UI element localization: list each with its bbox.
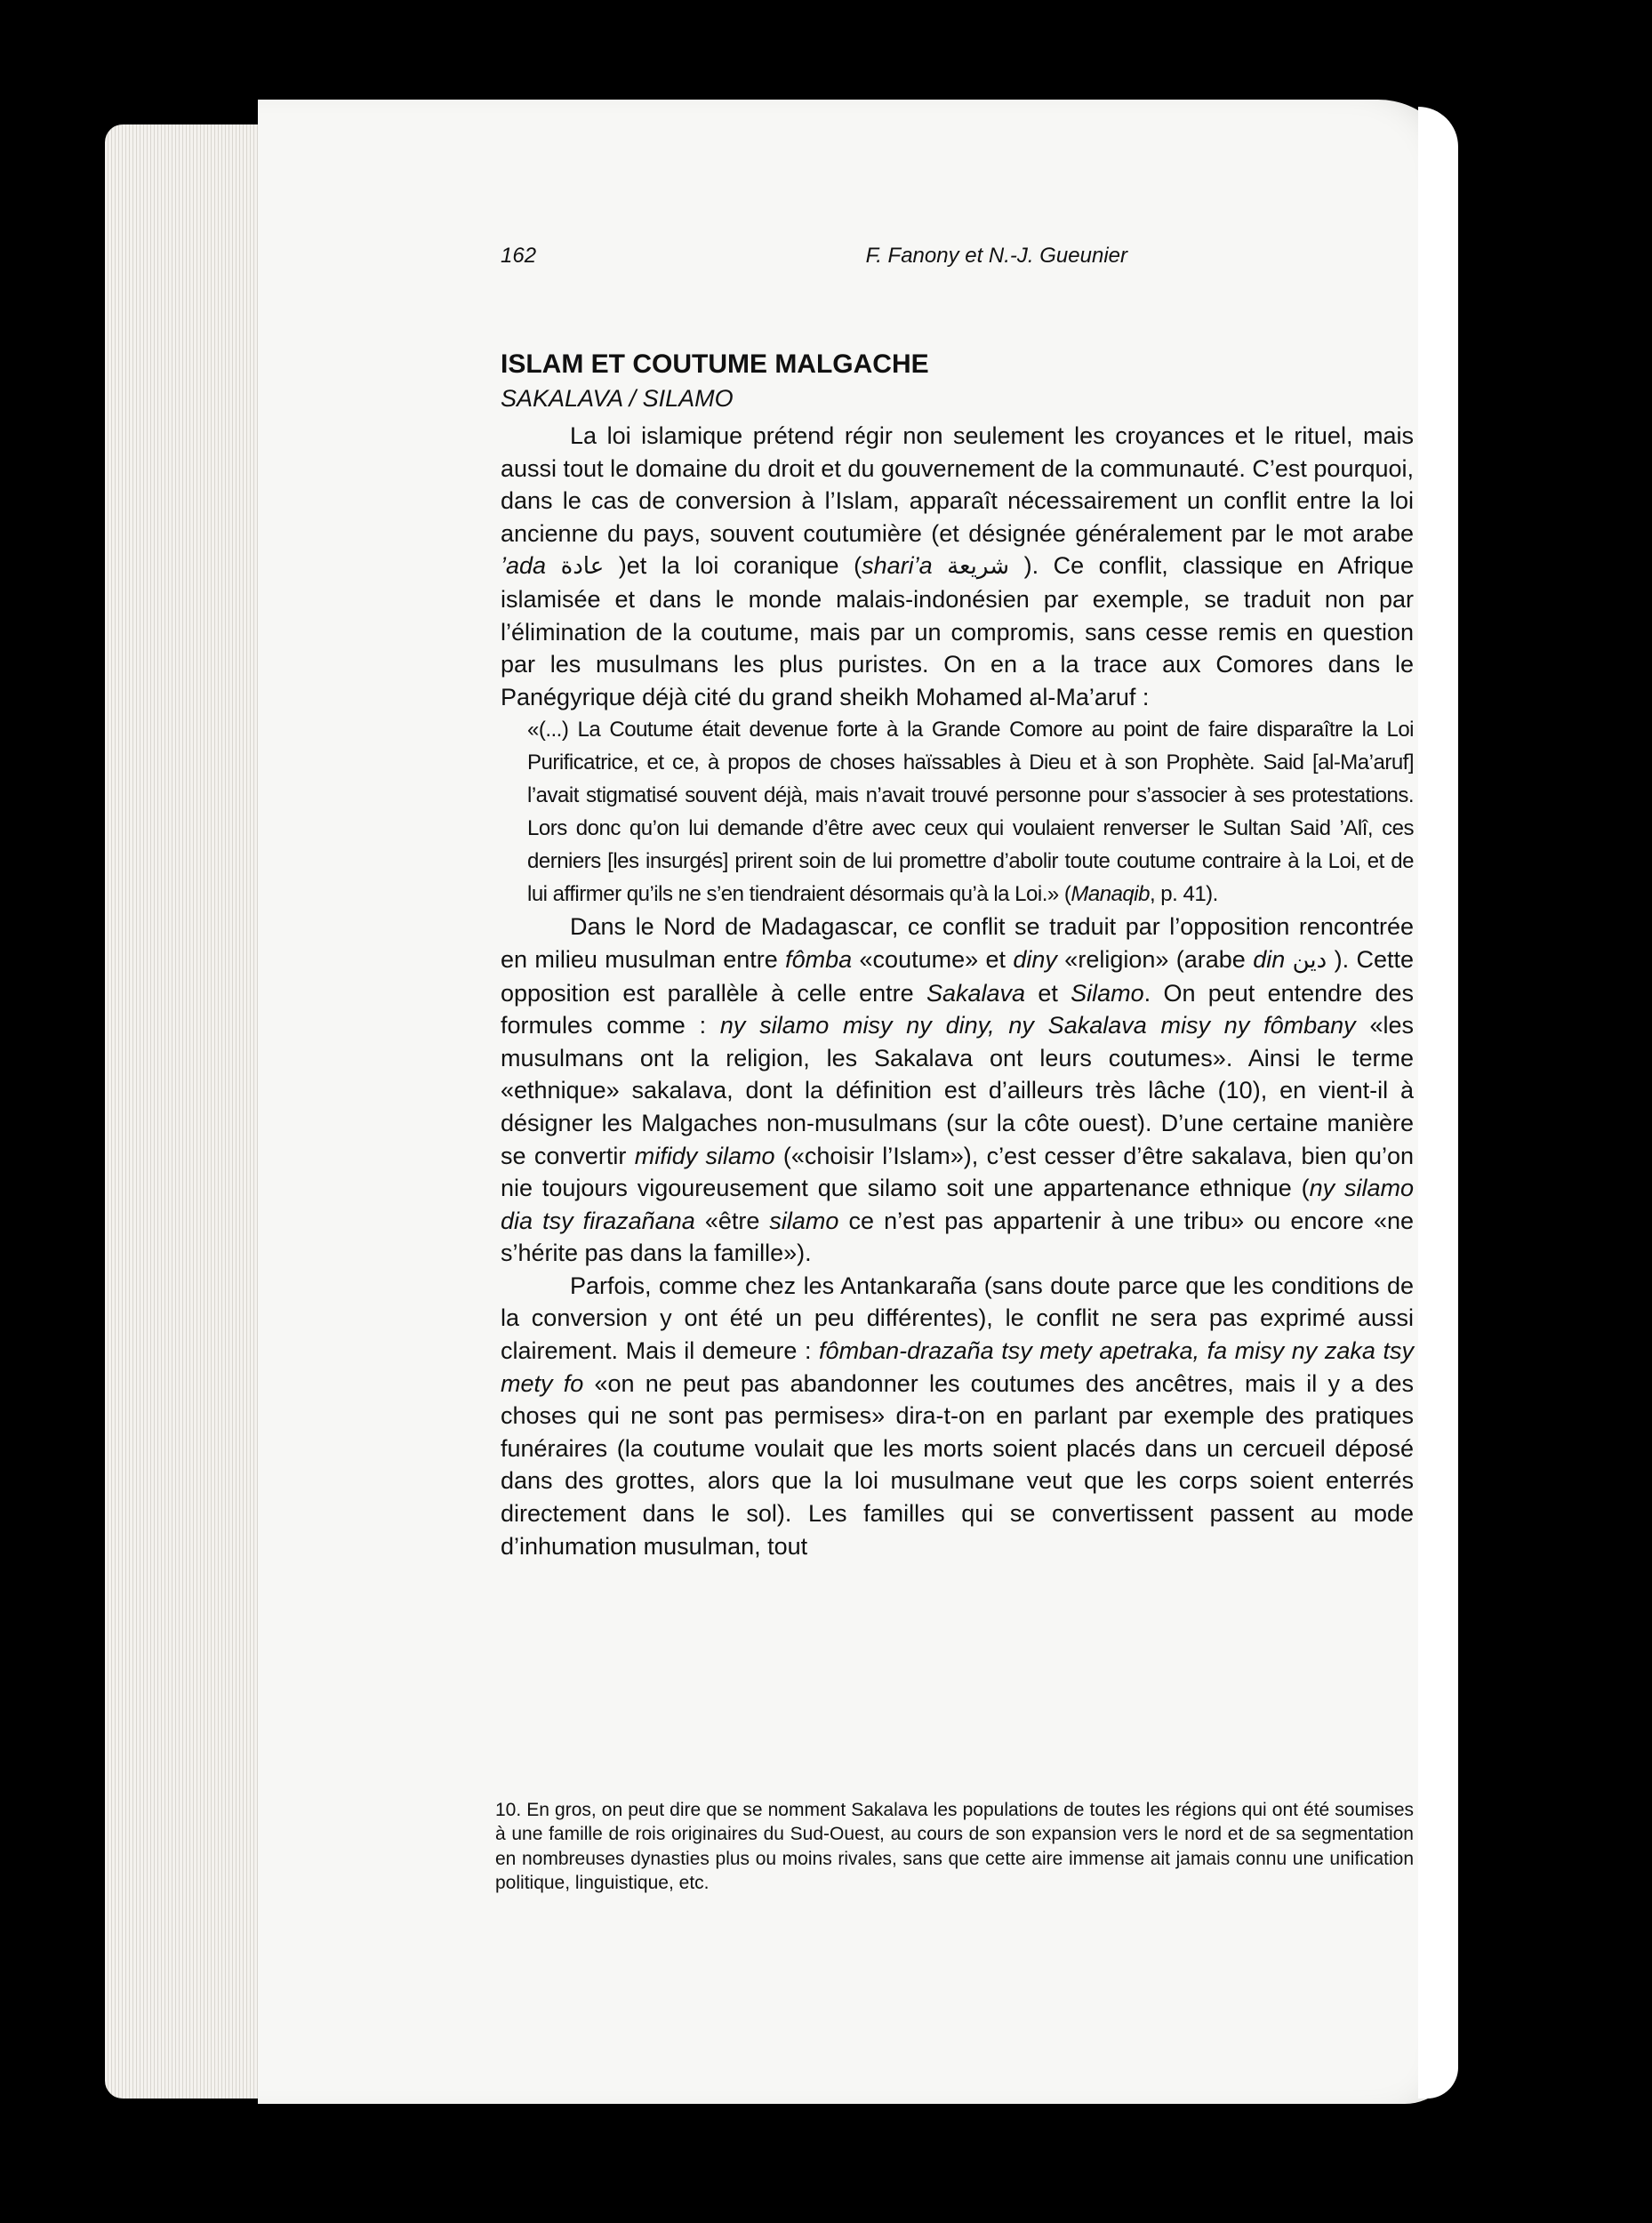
footnote-10: 10. En gros, on peut dire que se nomment Sakalava les populations de toutes les régions qui ont été soumises à une famille de rois originaires du Sud-Ouest, au cours de son expansion vers le nord et de sa segmentation en nombreuses dynasties plus ou moins rivales, sans que cette aire immense ait jamais connu une unification politique, linguistique, etc. [495, 1800, 1414, 1894]
arabic-ada: عادة [560, 553, 605, 581]
paragraph-3: Parfois, comme chez les Antankaraña (sans doute parce que les conditions de la conversion y ont été un peu différentes), le conflit ne sera pas exprimé aussi clairement. Mais il demeure : fômban-drazaña tsy mety apetraka, fa misy ny zaka tsy mety fo «on ne peut pas abandonner les coutumes des ancêtres, mais il y a des choses qui ne sont pas permises» dira-t-on en parlant par exemple des pratiques funéraires (la coutume voulait que les morts soient placés dans un cercueil déposé dans des grottes, alors que la loi musulmane veut que les corps soient enterrés directement dans le sol). Les familles qui se convertissent passent au mode d’inhumation musulman, tout [501, 1272, 1414, 1560]
block-quote: «(...) La Coutume était devenue forte à la Grande Comore au point de faire disparaître la Loi Purificatrice, et ce, à propos de choses haïssables à Dieu et à son Prophète. Said [al-Ma’aruf] l’avait stigmatisé souvent déjà, mais n’avait trouvé personne pour s’associer à ses protestations. Lors donc qu’on lui demande d’être avec ceux qui voulaient renverser le Sultan Said ’Alî, ces derniers [les insurgés] prirent soin de lui promettre d’abolir toute coutume contraire à la Loi, et de lui affirmer qu’ils ne s’en tiendraient désormais qu’à la Loi.» (Manaqib, p. 41). [527, 718, 1414, 907]
paragraph-2: Dans le Nord de Madagascar, ce conflit se traduit par l’opposition rencontrée en milieu musulman entre fômba «coutume» et diny «religion» (arabe din دين ). Cette opposition est parallèle à celle entre Sakalava et Silamo. On peut entendre des formules comme : ny silamo misy ny diny, ny Sakalava misy ny fômbany «les musulmans ont la religion, les Sakalava ont leurs coutumes». Ainsi le terme «ethnique» sakalava, dont la définition est d’ailleurs très lâche (10), en vient-il à désigner les Malgaches non-musulmans (sur la côte ouest). D’une certaine manière se convertir mifidy silamo («choisir l’Islam»), c’est cesser d’être sakalava, bien qu’on nie toujours vigoureusement que silamo soit une appartenance ethnique (ny silamo dia tsy firazañana «être silamo ce n’est pas appartenir à une tribu» ou encore «ne s’hérite pas dans la famille»). [501, 913, 1414, 1267]
paragraph-1: La loi islamique prétend régir non seulement les croyances et le rituel, mais aussi tout le domaine du droit et du gouvernement de la communauté. C’est pourquoi, dans le cas de conversion à l’Islam, apparaît nécessairement un conflit entre la loi ancienne du pays, souvent coutumière (et désignée généralement par le mot arabe ’ada عادة )et la loi coranique (shari’a شريعة ). Ce conflit, classique en Afrique islamisée et dans le monde malais-indonésien par exemple, se traduit non par l’élimination de la coutume, mais par un compromis, sans cesse remis en question par les musulmans les plus puristes. On en a la trace aux Comores dans le Panégyrique déjà cité du grand sheikh Mohamed al-Ma’aruf : [501, 422, 1414, 710]
section-subtitle: SAKALAVA / SILAMO [501, 385, 734, 412]
page-body [501, 349, 1414, 1562]
arabic-din: دين [1292, 946, 1327, 974]
running-head [501, 244, 1127, 272]
page-curl [1418, 107, 1458, 2099]
page-number: 162 [501, 244, 537, 268]
arabic-sharia: شريعة [947, 553, 1010, 581]
section-title: ISLAM ET COUTUME MALGACHE [501, 349, 929, 379]
running-head-authors: F. Fanony et N.-J. Gueunier [865, 244, 1127, 268]
book-page-edges [105, 124, 283, 2099]
